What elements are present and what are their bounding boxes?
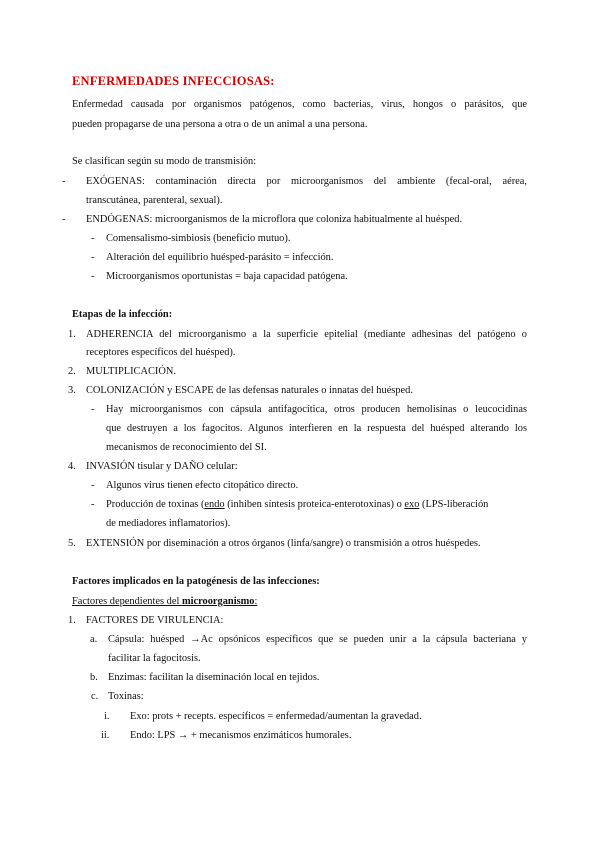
exogenas-line-1: EXÓGENAS: contaminación directa por microorganismos del ambiente (fecal-oral, aérea, [86,176,527,187]
factors-sub-bold: microorganismo [181,596,255,607]
stages-heading: Etapas de la infección: [72,309,173,320]
stage-5-text: EXTENSIÓN por diseminación a otros órganos (linfa/sangre) o transmisión a otros huéspedes. [86,538,481,549]
endogenas-sub-2: Alteración del equilibrio huésped-parásito = infección. [106,252,334,263]
exo-term: exo [404,499,420,510]
stage-3-sub-line-2: que destruyen a los fagocitos. Algunos interfieren en la respuesta del huésped alterando los [106,423,527,434]
stage-4-sub-2-line-2: de mediadores inflamatorios). [106,518,231,529]
factor-c-i-marker: i. [104,711,110,722]
stage-1-line-1: ADHERENCIA del microorganismo a la superficie epitelial (mediante adhesinas del patógeno o [86,329,527,340]
intro-line-2: pueden propagarse de una persona a otra o de un animal a una persona. [72,119,368,130]
factor-c-i-text: Exo: prots + recepts. específicos = enfermedad/aumentan la gravedad. [130,711,422,722]
factors-sub-suffix: : [254,596,258,607]
stage-4-text: INVASIÓN tisular y DAÑO celular: [86,461,238,472]
stage-5-number: 5. [68,538,76,549]
factor-c-text: Toxinas: [108,691,144,702]
factor-c-marker: c. [91,691,99,702]
factor-a-marker: a. [90,634,98,645]
sub-dash: - [91,271,95,282]
classification-heading: Se clasifican según su modo de transmisión: [72,156,257,167]
page-title: ENFERMEDADES INFECCIOSAS: [72,74,275,88]
factor-c-ii-marker: ii. [101,730,110,741]
stage-4-sub-2-line-1 [106,498,488,512]
sub-dash: - [91,499,95,510]
stage-2-text: MULTIPLICACIÓN. [86,366,176,377]
sub-dash: - [91,233,95,244]
exogenas-line-2: transcutánea, parenteral, sexual). [86,195,223,206]
toxins-text-c: (LPS-liberación [419,499,489,510]
factor-1-number: 1. [68,615,76,626]
factor-a-line-2: facilitar la fagocitosis. [108,653,201,664]
endogenas-dash: - [62,214,66,225]
factor-b-marker: b. [90,672,98,683]
stage-3-sub-line-1: Hay microorganismos con cápsula antifagocítica, otros producen hemolisinas o leucocidinas [106,404,527,415]
endogenas-sub-1: Comensalismo-simbiosis (beneficio mutuo). [106,233,291,244]
stage-1-line-2: receptores específicos del huésped). [86,347,236,358]
stage-2-number: 2. [68,366,76,377]
endo-term: endo [204,499,225,510]
endogenas-line-1: ENDÓGENAS: microorganismos de la microflora que coloniza habitualmente al huésped. [86,214,463,225]
factor-a-line-1: Cápsula: huésped →Ac opsónicos específicos que se pueden unir a la cápsula bacteriana y [108,634,527,645]
stage-1-number: 1. [68,329,76,340]
exogenas-dash: - [62,176,66,187]
stage-3-sub-line-3: mecanismos de reconocimiento del SI. [106,442,267,453]
factors-sub-prefix: Factores dependientes del [72,596,182,607]
intro-line-1: Enfermedad causada por organismos patógenos, como bacterias, virus, hongos o parásitos, que [72,99,527,110]
factor-b-text: Enzimas: facilitan la diseminación local en tejidos. [108,672,320,683]
endogenas-sub-3: Microorganismos oportunistas = baja capacidad patógena. [106,271,348,282]
toxins-text-b: (inhiben síntesis proteica-enterotoxinas) o [224,499,405,510]
stage-3-text: COLONIZACIÓN y ESCAPE de las defensas naturales o innatas del huésped. [86,385,413,396]
stage-3-number: 3. [68,385,76,396]
factors-heading: Factores implicados en la patogénesis de las infecciones: [72,576,320,587]
sub-dash: - [91,252,95,263]
toxins-text-a: Producción de toxinas ( [106,499,205,510]
factor-c-ii-text: Endo: LPS → + mecanismos enzimáticos humorales. [130,730,352,741]
stage-4-number: 4. [68,461,76,472]
sub-dash: - [91,480,95,491]
factors-subheading [72,595,257,609]
factor-1-text: FACTORES DE VIRULENCIA: [86,615,224,626]
stage-4-sub-1: Algunos virus tienen efecto citopático directo. [106,480,299,491]
sub-dash: - [91,404,95,415]
